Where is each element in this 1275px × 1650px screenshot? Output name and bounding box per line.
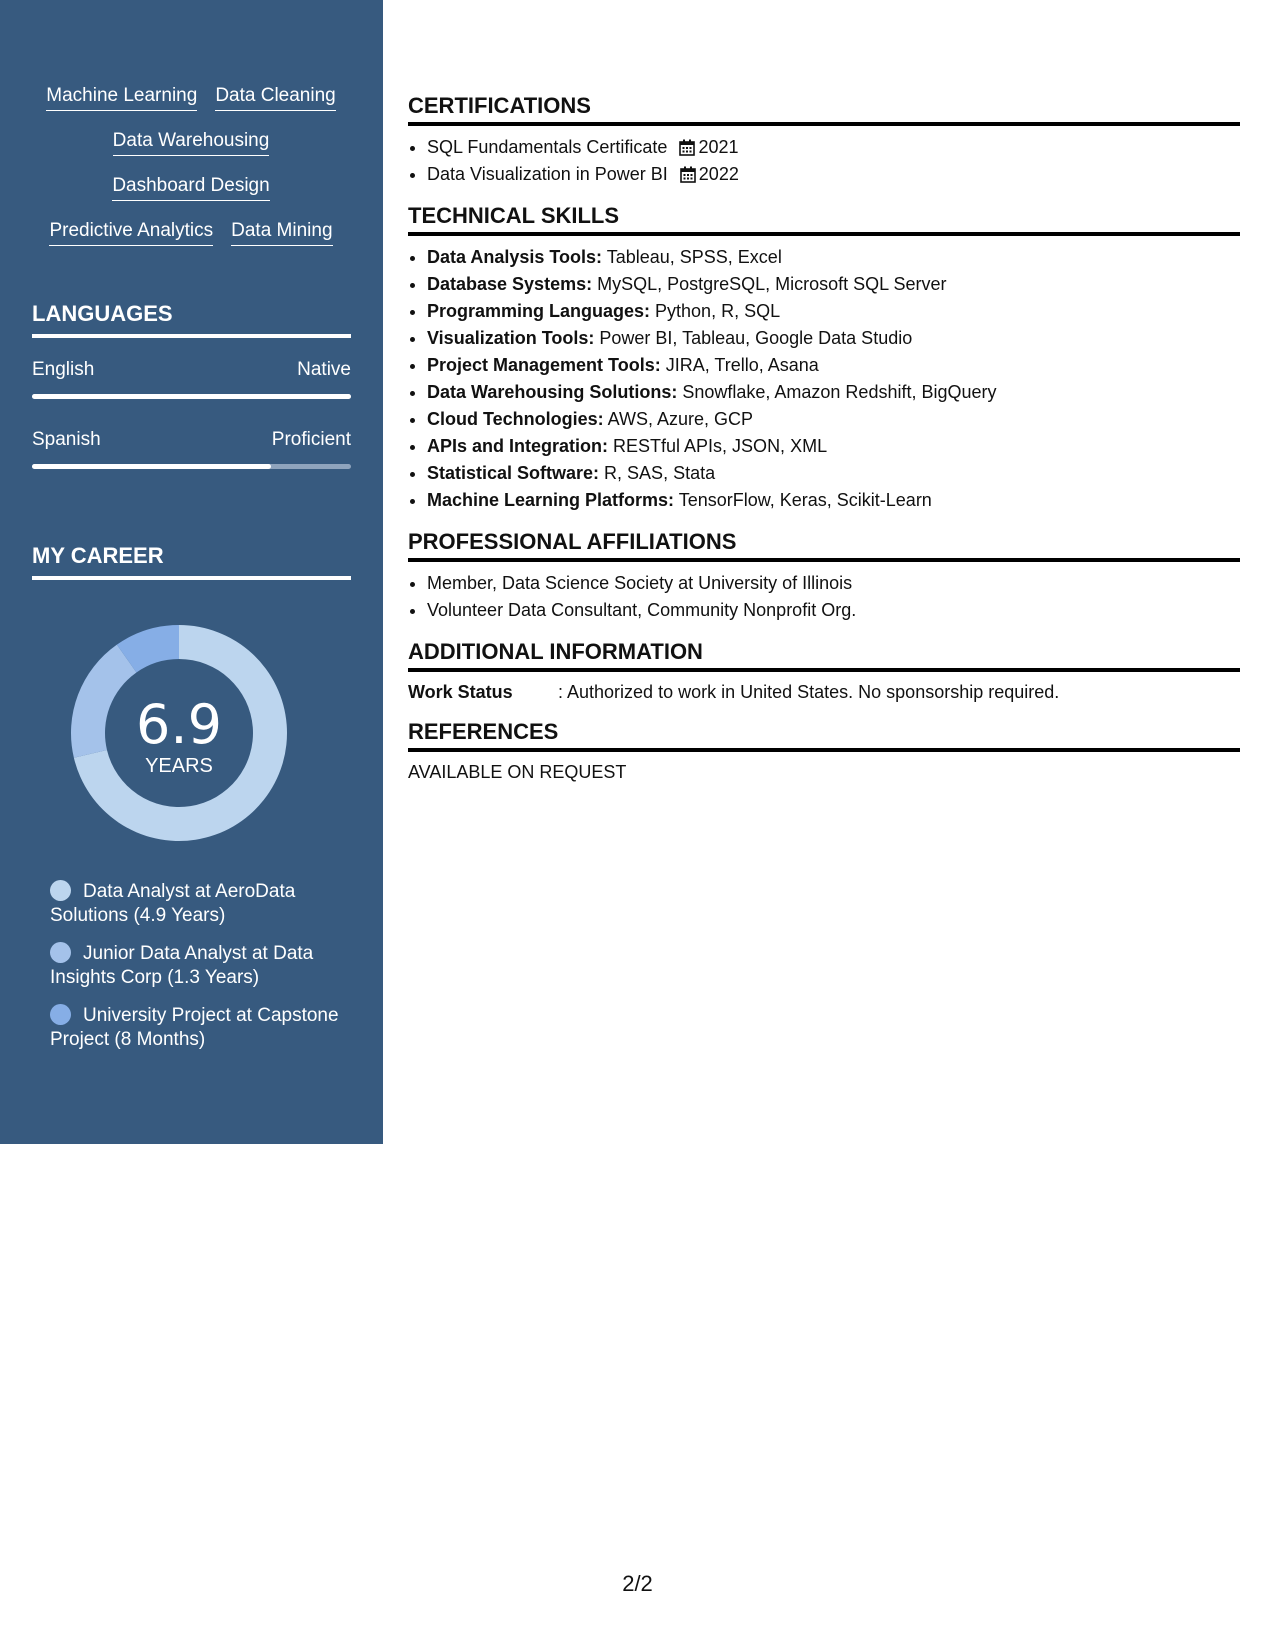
main-content bbox=[408, 92, 1240, 798]
skill-tag: Data Cleaning bbox=[215, 84, 335, 111]
legend-dot bbox=[50, 1004, 71, 1025]
legend-dot bbox=[50, 942, 71, 963]
skill-tag: Data Mining bbox=[231, 219, 332, 246]
skill-tag: Machine Learning bbox=[46, 84, 197, 111]
skill-item: • Programming Languages: Python, R, SQL bbox=[427, 298, 1240, 325]
skill-item: • Machine Learning Platforms: TensorFlow, Keras, Scikit-Learn bbox=[427, 487, 1240, 514]
section-heading: TECHNICAL SKILLS bbox=[408, 202, 1240, 236]
language-english bbox=[32, 358, 351, 399]
skill-item: • Cloud Technologies: AWS, Azure, GCP bbox=[427, 406, 1240, 433]
work-status-value: : Authorized to work in United States. No sponsorship required. bbox=[558, 682, 1060, 702]
career-item-text: Junior Data Analyst at Data Insights Corp (1.3 Years) bbox=[50, 943, 314, 988]
section-heading: CERTIFICATIONS bbox=[408, 92, 1240, 126]
certification-year: 2021 bbox=[698, 137, 739, 157]
career-donut-chart bbox=[66, 620, 292, 846]
section-heading: ADDITIONAL INFORMATION bbox=[408, 638, 1240, 672]
skill-row bbox=[32, 219, 350, 264]
certification-item: • SQL Fundamentals Certificate 2021 bbox=[427, 134, 1240, 161]
calendar-icon bbox=[679, 139, 695, 156]
career-item bbox=[50, 942, 350, 990]
skill-item: • Database Systems: MySQL, PostgreSQL, Microsoft SQL Server bbox=[427, 271, 1240, 298]
skill-tag: Data Warehousing bbox=[113, 129, 270, 156]
languages-heading: LANGUAGES bbox=[32, 300, 351, 338]
skill-row bbox=[32, 174, 350, 219]
skill-item: • Project Management Tools: JIRA, Trello, Asana bbox=[427, 352, 1240, 379]
skill-item: • Statistical Software: R, SAS, Stata bbox=[427, 460, 1240, 487]
skills-tags bbox=[32, 84, 350, 264]
certifications-section bbox=[408, 92, 1240, 188]
technical-skills-section bbox=[408, 202, 1240, 514]
language-bar bbox=[32, 394, 351, 399]
additional-info-section bbox=[408, 638, 1240, 704]
calendar-icon bbox=[680, 166, 696, 183]
career-item bbox=[50, 880, 350, 928]
skill-row bbox=[32, 129, 350, 174]
affiliations-section bbox=[408, 528, 1240, 624]
language-bar bbox=[32, 464, 351, 469]
language-bar-fill bbox=[32, 464, 271, 469]
career-total-years: 6.9 bbox=[136, 693, 222, 756]
language-name: English bbox=[32, 359, 95, 380]
language-bar-fill bbox=[32, 394, 351, 399]
page-number: 2/2 bbox=[622, 1571, 653, 1596]
affiliation-item: • Volunteer Data Consultant, Community Nonprofit Org. bbox=[427, 597, 1240, 624]
legend-dot bbox=[50, 880, 71, 901]
skill-tag: Predictive Analytics bbox=[49, 219, 213, 246]
career-heading: MY CAREER bbox=[32, 542, 351, 580]
work-status-row bbox=[408, 680, 1240, 704]
references-text: AVAILABLE ON REQUEST bbox=[408, 762, 627, 782]
affiliation-item: • Member, Data Science Society at University of Illinois bbox=[427, 570, 1240, 597]
language-name: Spanish bbox=[32, 429, 101, 450]
skill-row bbox=[32, 84, 350, 129]
career-item-text: University Project at Capstone Project (8 Months) bbox=[50, 1005, 339, 1050]
career-item bbox=[50, 1004, 350, 1052]
section-heading: PROFESSIONAL AFFILIATIONS bbox=[408, 528, 1240, 562]
skill-item: • Visualization Tools: Power BI, Tableau, Google Data Studio bbox=[427, 325, 1240, 352]
certification-item: • Data Visualization in Power BI 2022 bbox=[427, 161, 1240, 188]
skill-item: • Data Warehousing Solutions: Snowflake, Amazon Redshift, BigQuery bbox=[427, 379, 1240, 406]
work-status-label: Work Status bbox=[408, 682, 513, 702]
language-level: Native bbox=[297, 359, 351, 380]
career-item-text: Data Analyst at AeroData Solutions (4.9 Years) bbox=[50, 881, 296, 926]
certification-year: 2022 bbox=[698, 164, 739, 184]
language-spanish bbox=[32, 428, 351, 469]
donut-slice bbox=[71, 645, 136, 758]
skill-item: • APIs and Integration: RESTful APIs, JSON, XML bbox=[427, 433, 1240, 460]
skill-item: • Data Analysis Tools: Tableau, SPSS, Excel bbox=[427, 244, 1240, 271]
references-section bbox=[408, 718, 1240, 784]
section-heading: REFERENCES bbox=[408, 718, 1240, 752]
language-level: Proficient bbox=[271, 429, 351, 450]
career-total-unit: YEARS bbox=[145, 755, 213, 777]
sidebar bbox=[0, 0, 383, 1144]
skill-tag: Dashboard Design bbox=[112, 174, 269, 201]
